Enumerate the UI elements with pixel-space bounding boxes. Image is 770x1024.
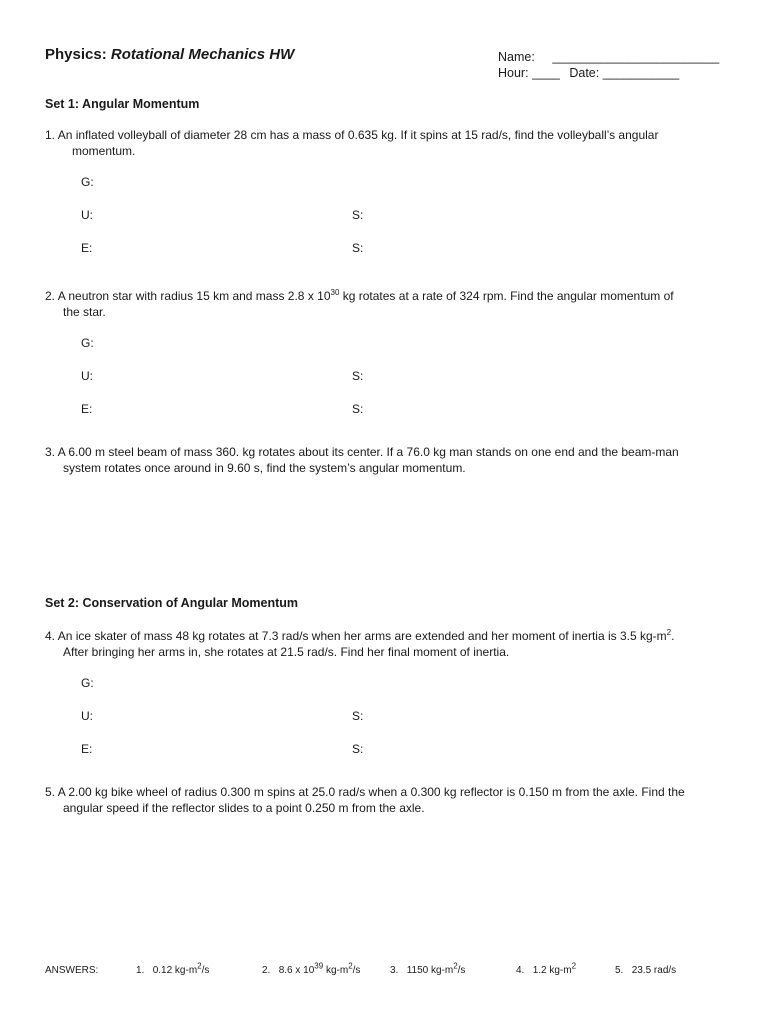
hour-date-field[interactable] <box>498 66 679 80</box>
question-2-line-2: the star. <box>63 305 106 319</box>
question-2 <box>45 288 725 320</box>
answer-1 <box>136 961 210 976</box>
title-italic: Rotational Mechanics HW <box>110 46 295 63</box>
date-blank: ___________ <box>602 66 680 80</box>
question-2-exponent: 30 <box>330 288 340 297</box>
q1-s1-label: S: <box>352 208 364 222</box>
q1-equation-label: E: <box>81 241 93 255</box>
answer-2-number: 2. <box>262 965 271 976</box>
question-1-line-2: momentum. <box>72 144 136 158</box>
q1-given-label: G: <box>81 175 94 189</box>
name-blank: ________________________ <box>552 50 720 64</box>
question-4-line-1b: . <box>671 629 675 643</box>
question-5 <box>45 784 725 816</box>
question-1-line-1: An inflated volleyball of diameter 28 cm has a mass of 0.635 kg. If it spins at 15 rad/s, find the volleyball’s angular <box>57 128 659 142</box>
answers-label: ANSWERS: <box>45 965 99 976</box>
q4-s1-label: S: <box>352 709 364 723</box>
q2-equation-label: E: <box>81 402 93 416</box>
question-3-number: 3. <box>45 445 56 459</box>
answer-2-exponent-2: 2 <box>348 961 353 971</box>
answer-2-exponent: 39 <box>314 961 324 971</box>
date-label: Date: <box>569 66 600 80</box>
answer-1-number: 1. <box>136 965 145 976</box>
q4-equation-label: E: <box>81 742 93 756</box>
question-2-line-1a: A neutron star with radius 15 km and mass 2.8 x 10 <box>57 289 331 303</box>
hour-label: Hour: <box>498 66 529 80</box>
set-2-title: Set 2: Conservation of Angular Momentum <box>45 596 299 610</box>
title-prefix: Physics: <box>45 46 107 63</box>
question-1 <box>45 127 725 159</box>
answer-3-value: 1150 kg-m <box>406 965 454 976</box>
answer-4 <box>516 961 577 976</box>
answer-2-unit-a: kg-m <box>323 965 349 976</box>
answer-4-exponent: 2 <box>571 961 577 971</box>
question-4-exponent: 2 <box>666 628 672 637</box>
answer-5-number: 5. <box>615 965 624 976</box>
question-4-line-2: After bringing her arms in, she rotates at 21.5 rad/s. Find her final moment of inertia. <box>63 645 510 659</box>
answer-3-exponent: 2 <box>453 961 458 971</box>
q2-s1-label: S: <box>352 369 364 383</box>
answer-2 <box>262 961 361 976</box>
q2-unknown-label: U: <box>81 369 93 383</box>
answer-4-number: 4. <box>516 965 525 976</box>
question-4-number: 4. <box>45 629 56 643</box>
q1-unknown-label: U: <box>81 208 93 222</box>
q4-s2-label: S: <box>352 742 364 756</box>
question-1-number: 1. <box>45 128 56 142</box>
answer-2-value: 8.6 x 10 <box>278 965 315 976</box>
question-3-line-2: system rotates once around in 9.60 s, find the system’s angular momentum. <box>63 461 466 475</box>
answer-4-value: 1.2 kg-m <box>532 965 572 976</box>
answer-3-unit: /s <box>457 965 466 976</box>
question-4-line-1a: An ice skater of mass 48 kg rotates at 7.3 rad/s when her arms are extended and her moment of inertia is 3.5 kg-m <box>57 629 667 643</box>
name-label: Name: <box>498 50 535 64</box>
answer-2-unit-b: /s <box>352 965 361 976</box>
answer-3-number: 3. <box>390 965 399 976</box>
q2-given-label: G: <box>81 336 94 350</box>
answer-5-value: 23.5 rad/s <box>631 965 677 976</box>
answer-1-exponent: 2 <box>197 961 202 971</box>
question-2-line-1b: kg rotates at a rate of 324 rpm. Find the angular momentum of <box>339 289 674 303</box>
page-title <box>45 46 294 63</box>
answer-3 <box>390 961 466 976</box>
question-5-line-1: A 2.00 kg bike wheel of radius 0.300 m spins at 25.0 rad/s when a 0.300 kg reflector is 0.150 m from the axle. Find the <box>57 785 685 799</box>
question-3 <box>45 444 725 476</box>
question-5-line-2: angular speed if the reflector slides to a point 0.250 m from the axle. <box>63 801 425 815</box>
name-field[interactable] <box>498 50 719 64</box>
q4-unknown-label: U: <box>81 709 93 723</box>
question-4 <box>45 628 725 660</box>
answer-1-unit: /s <box>201 965 210 976</box>
q4-given-label: G: <box>81 676 94 690</box>
answer-1-value: 0.12 kg-m <box>152 965 198 976</box>
q1-s2-label: S: <box>352 241 364 255</box>
answer-5 <box>615 965 676 976</box>
question-3-line-1: A 6.00 m steel beam of mass 360. kg rotates about its center. If a 76.0 kg man stands on one end and the beam-man <box>57 445 679 459</box>
question-5-number: 5. <box>45 785 56 799</box>
set-1-title: Set 1: Angular Momentum <box>45 97 200 111</box>
question-2-number: 2. <box>45 289 56 303</box>
hour-blank: ____ <box>532 66 560 80</box>
q2-s2-label: S: <box>352 402 364 416</box>
